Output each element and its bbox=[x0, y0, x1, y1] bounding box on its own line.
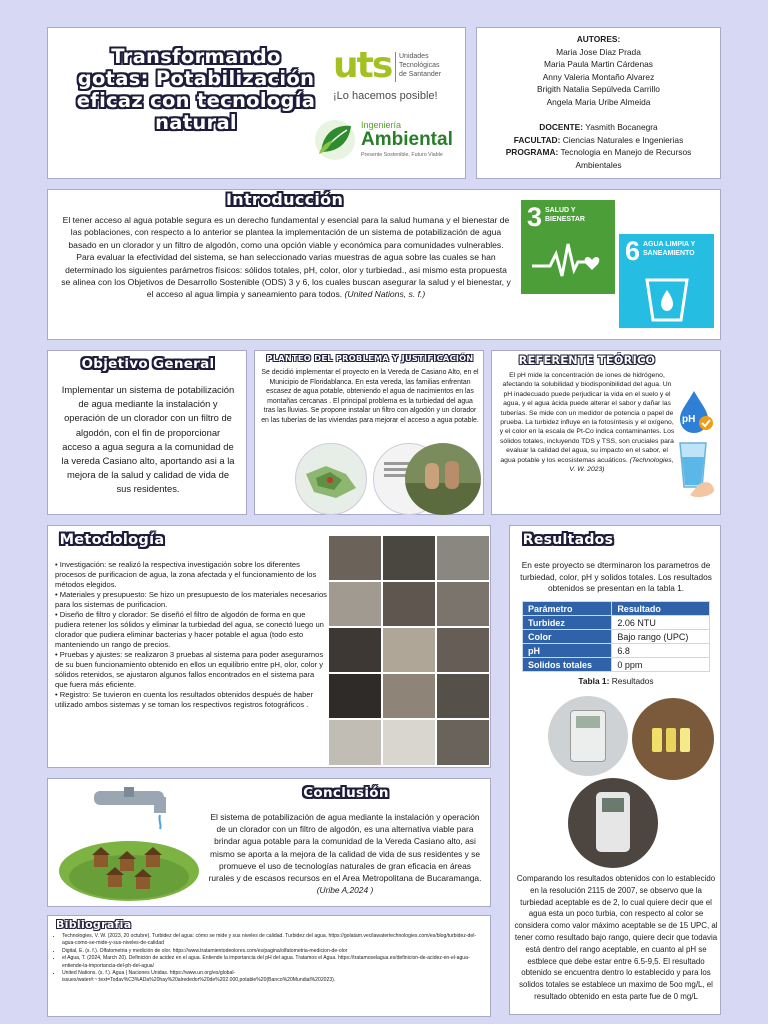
uts-logo bbox=[333, 45, 458, 110]
map-photo bbox=[295, 443, 367, 515]
photo-12 bbox=[437, 674, 489, 718]
leaf-icon bbox=[313, 118, 357, 162]
objetivo-text: Implementar un sistema de potabilización de agua mediante la instalación y operación de un clorador con un filtro de algodón, con el fin de proporcionar acceso a agua segura a la comunidad de la vereda Casiano alto, aportando asi a la mejora de la salud y calidad de vida de sus residentes. bbox=[61, 384, 235, 495]
bibliografia-heading: Bibliografia bbox=[56, 918, 132, 931]
table-cell: 2.06 NTU bbox=[612, 616, 710, 630]
table-header: Resultado bbox=[612, 602, 710, 616]
list-item: • Registro: Se tuvieron en cuenta los resultados obtenidos después de haber utilizado ambos sistemas y se toman los respectivos registros fotográficos . bbox=[55, 690, 314, 709]
intro-text: El tener acceso al agua potable segura es un derecho fundamental y esencial para la salud humana y el bienestar de las poblaciones, con respecto a lo anterior se plantea la implementación de un sistema de potabilización de agua basado en un clorador y un filtro de algodón, como una opción viable y económica para comunidades vulnerables. Para evaluar la efectividad del sistema, se han seleccionado varias muestras de agua sobre las cuales se han determinado los siguientes parámetros físicos: sólidos totales, pH, color, olor y turbiedad., asi mismo esta propuesta se alinea con los Objetivos de Desarrollo Sostenible (ODS) 3 y 6, los cuales buscan asegurar la salud y el bienestar, y el acceso al agua limpia y saneamiento para todos. (United Nations, s. f.) bbox=[61, 215, 511, 300]
planteamiento-card bbox=[254, 350, 484, 515]
author-name: Maria Paula Martin Cárdenas bbox=[544, 59, 653, 69]
photo-6 bbox=[437, 582, 489, 626]
metodologia-heading: Metodología bbox=[59, 532, 165, 548]
sample-vials-photo bbox=[632, 698, 714, 780]
photo-11 bbox=[383, 674, 435, 718]
intro-card bbox=[47, 189, 721, 340]
list-item: • Diseño de filtro y clorador: Se diseñó el filtro de algodón de forma en que pudiera retener los sólidos y eliminar la turbiedad del agua, se conectó luego un clorador que pudiera eliminar bacterias y hacer potable el agua (todo esto manteniendo un rango de precios. bbox=[55, 610, 324, 649]
ph-label: pH bbox=[682, 414, 696, 425]
conclusion-card bbox=[47, 778, 491, 907]
table-caption: Tabla 1: Resultados bbox=[578, 676, 654, 686]
meter-photo bbox=[548, 696, 628, 776]
photo-5 bbox=[383, 582, 435, 626]
list-item: • United Nations. (s. f.). Agua | Naciones Unidas. https://www.un.org/es/global-issues/water#:~:text=Todav%C3%ADa%20hay%20alrededor%20de%202.000,potable%20(Banco%20Mundial%202023). bbox=[62, 970, 486, 985]
photo-7 bbox=[329, 628, 381, 672]
table-cell: Solidos totales bbox=[523, 658, 612, 672]
planteamiento-heading: PLANTEO DEL PROBLEMA Y JUSTIFICACIÓN bbox=[266, 353, 474, 363]
photo-3 bbox=[437, 536, 489, 580]
author-name: Brigith Natalia Sepúlveda Carrillo bbox=[537, 84, 660, 94]
heartbeat-icon bbox=[530, 240, 606, 284]
referente-text: El pH mide la concentración de iones de hidrógeno, afectando la solubilidad y biodisponibilidad del agua. Un pH inadecuado puede perjudicar la vida en el suelo y el agua, y el agua ácida puede alterar el sabor y dañar las tuberías. Se mide con un medidor de potencia o papel de prueba. La turbidez influye en la fotosíntesis y el oxígeno, y el color en la escala de Pt-Co indica contaminantes. Los sólidos totales, incluyendo TDS y TSS, son cruciales para evaluar la calidad del agua, su impacto en el sabor, el agua potable y los ecosistemas acuáticos. (Technologies, V. W. 2023) bbox=[499, 372, 675, 474]
list-item: • Materiales y presupuesto: Se hizo un presupuesto de los materiales necesarios para los sistemas de purificacion. bbox=[55, 590, 327, 609]
community-photo bbox=[405, 443, 481, 515]
table-row bbox=[523, 616, 710, 630]
poster-title: Transformando gotas: Potabilización eficaz con tecnología natural bbox=[76, 45, 316, 134]
resultados-heading: Resultados bbox=[522, 532, 614, 548]
photo-1 bbox=[329, 536, 381, 580]
photo-4 bbox=[329, 582, 381, 626]
author-name: Anny Valeria Montaño Alvarez bbox=[542, 71, 655, 82]
resultados-analysis: Comparando los resultados obtenidos con lo establecido en la resolución 2115 de 2007, se observo que la turbiedad aceptable es de 2, lo cual quiere decir que el agua esta un poco turbia, con respecto al color se considera como valor máximo aceptable se de 15 UPC, al tener como resultado bajo rango, quiere decir que todavia está dentro del rango aceptable, en cuanto al pH se estblece que debe estar entre 6.5-9,5. El resultado obtenido se encuentra dentro lo establecido y para los solidos totales se establece un maximo de 5oo mg/L, el resultado obtenido en esta parte fue de 0 mg/L bbox=[514, 874, 718, 1001]
title-card bbox=[47, 27, 466, 179]
docente-line: DOCENTE: Yasmith Bocanegra bbox=[539, 122, 658, 132]
uts-name-3: de Santander bbox=[399, 71, 442, 78]
list-item: • Digital, E. (s. f.). Olfatometria y medición de olor. https://www.tratamientodeolores.com/es/pagina/olfatometria-medicion-de-olor bbox=[62, 948, 486, 955]
photo-2 bbox=[383, 536, 435, 580]
water-glass-icon bbox=[637, 274, 697, 324]
table-row bbox=[523, 658, 710, 672]
referente-card bbox=[491, 350, 721, 515]
facultad-line: FACULTAD: Ciencias Naturales e Ingenierias bbox=[513, 134, 684, 145]
table-header: Parámetro bbox=[523, 602, 612, 616]
author-name: Maria Jose Diaz Prada bbox=[556, 46, 641, 57]
table-cell: Turbidez bbox=[523, 616, 612, 630]
planteamiento-text: Se decidió implementar el proyecto en la Vereda de Casiano Alto, en el Municipio de Floridablanca. En esta vereda, las familias enfrentan escasez de agua potable, obteniendo el agua de nacimientos en las montañas cercanas . El principal problema es la turbiedad del agua tras las lluvias. Se propone instalar un filtro con algodón y un clorador en las tuberías de las viviendas para mejorar el acceso a agua potable. bbox=[261, 369, 479, 424]
table-header-row bbox=[523, 602, 710, 616]
faucet-village-illustration bbox=[54, 785, 204, 903]
author-name: Angela Maria Uribe Almeida bbox=[546, 96, 651, 107]
authors-label: AUTORES: bbox=[576, 34, 621, 44]
uts-name-1: Unidades bbox=[399, 53, 429, 60]
list-item: • Pruebas y ajustes: se realizaron 3 pruebas al sistema para poder asegurarnos de su buen funcionamiento obtenido en ellos un equilibrio entre pH, olor, color y sólidos retenidos, se ajustaron algunos fallos encontrados en el sistema para que fuera más eficiente. bbox=[55, 650, 324, 689]
table-row bbox=[523, 630, 710, 644]
metodologia-list bbox=[55, 560, 327, 710]
table-row bbox=[523, 644, 710, 658]
photo-grid bbox=[329, 536, 489, 765]
ph-drop-icon bbox=[676, 389, 716, 435]
metodologia-card bbox=[47, 525, 491, 768]
referente-heading: REFERENTE TEÓRICO bbox=[518, 354, 656, 367]
table-cell: pH bbox=[523, 644, 612, 658]
table-cell: 6.8 bbox=[612, 644, 710, 658]
table-cell: Bajo rango (UPC) bbox=[612, 630, 710, 644]
authors-card bbox=[476, 27, 721, 179]
photo-13 bbox=[329, 720, 381, 765]
photo-8 bbox=[383, 628, 435, 672]
water-glass-hand-icon bbox=[672, 439, 716, 499]
ing-line3: Presente Sostenible, Futuro Viable bbox=[361, 152, 443, 158]
photo-15 bbox=[437, 720, 489, 765]
objetivo-card bbox=[47, 350, 247, 515]
photo-14 bbox=[383, 720, 435, 765]
table-cell: 0 ppm bbox=[612, 658, 710, 672]
ingenieria-ambiental-logo bbox=[313, 118, 463, 168]
list-item: • Investigación: se realizó la respectiva investigación sobre los diferentes procesos de purificacion de agua, la zona afectada y el funcionamiento de los métodos elegidos. bbox=[55, 560, 317, 589]
table-cell: Color bbox=[523, 630, 612, 644]
uts-slogan: ¡Lo hacemos posible! bbox=[333, 90, 438, 102]
ing-line2: Ambiental bbox=[361, 129, 453, 150]
results-table bbox=[522, 601, 710, 672]
turbidimeter-photo bbox=[568, 778, 658, 868]
sdg6-tile: 6 AGUA LIMPIA Y SANEAMIENTO bbox=[619, 234, 714, 328]
sdg3-tile: 3 SALUD Y BIENESTAR bbox=[521, 200, 615, 294]
bibliografia-card bbox=[47, 915, 491, 1017]
uts-name-2: Tecnológicas bbox=[399, 62, 440, 69]
uts-mark: uts bbox=[333, 45, 392, 86]
list-item: • el Agua, T. (2024, March 20). Definición de acidez en el agua. Entiende la importancia del pH del agua. Tratamos el Agua. https://tratamoselagua.es/definicion-de-acidez-en-el-agua-entiende-la-importancia-del-ph-del-agua/ bbox=[62, 955, 486, 970]
resultados-intro: En este proyecto se dterminaron los parametros de turbiedad, color, pH y solidos totales. Los resultados obtenidos se presentan en la tabla 1. bbox=[520, 560, 712, 594]
list-item: • Technologies, V. W. (2023, 20 octubre). Turbidez del agua: cómo se mide y sus niveles de calidad. Turbidez del agua. https://golatam.vecilawatertechnologies.com/es/blog/turbidez-del-agua-como-se-mide-y-sus-niveles-de-calidad bbox=[62, 933, 486, 948]
objetivo-heading: Objetivo General bbox=[81, 356, 215, 372]
ing-line1: Ingeniería bbox=[361, 120, 402, 130]
photo-10 bbox=[329, 674, 381, 718]
programa-line: PROGRAMA: Tecnologia en Manejo de Recursos Ambientales bbox=[505, 147, 692, 170]
intro-heading: Introducción bbox=[226, 190, 344, 209]
conclusion-text: El sistema de potabilización de agua mediante la instalación y operación de un clorador con un filtro de algodón, es una alternativa viable para brindar agua potable para la comunidad de la Vereda Casiano alto, asi mismo se aporta a la mejora de la calidad de vida de sus residentes y se promueve el uso de tecnologías naturales de gran eficacia en áreas rurales y de escasos recursos en el Area Metropolitana de Bucaramanga. (Uribe A,2024 ) bbox=[208, 812, 482, 896]
resultados-card bbox=[509, 525, 721, 1015]
conclusion-heading: Conclusión bbox=[303, 785, 389, 801]
photo-9 bbox=[437, 628, 489, 672]
bibliografia-list bbox=[62, 933, 486, 985]
